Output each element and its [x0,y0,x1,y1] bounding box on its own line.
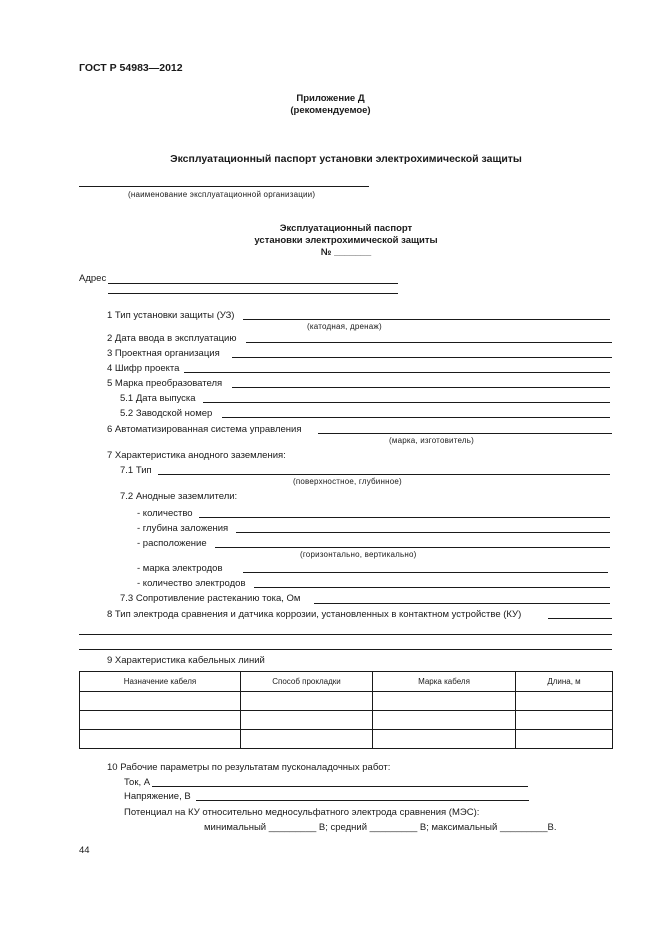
table-cell [516,692,613,711]
item-7-1-caption: (поверхностное, глубинное) [293,477,402,486]
item-7-2-a-label: - количество [137,508,193,519]
voltage-line [196,800,529,801]
item-7-2-d-line [243,572,608,573]
page-number: 44 [79,845,90,856]
item-1-line [243,319,610,320]
item-7-label: 7 Характеристика анодного заземления: [107,450,286,461]
item-7-2-e-line [254,587,610,588]
table-cell [80,692,241,711]
item-2-line [246,342,612,343]
item-7-1-line [158,474,610,475]
table-row [80,730,613,749]
item-5-label: 5 Марка преобразователя [107,378,223,389]
item-7-3-line [314,603,610,604]
item-5-2-line [222,417,610,418]
current-line [152,786,528,787]
passport-number: № _______ [320,247,372,258]
passport-title-2: установки электрохимической защиты [254,235,438,246]
item-4-label: 4 Шифр проекта [107,363,180,374]
item-7-2-e-label: - количество электродов [137,578,246,589]
item-5-1-line [203,402,610,403]
item-6-label: 6 Автоматизированная система управления [107,424,302,435]
potential-values: минимальный _________ В; средний _________ В; максимальный _________В. [204,822,557,833]
item-5-line [232,387,610,388]
item-7-2-d-label: - марка электродов [137,563,223,574]
potential-label: Потенциал на КУ относительно медносульфатного электрода сравнения (МЭС): [124,807,480,818]
cable-header-length: Длина, м [516,672,613,692]
address-line-2 [108,293,398,294]
appendix-title: Приложение Д [296,93,365,104]
table-row [80,711,613,730]
item-7-2-c-caption: (горизонтально, вертикально) [300,550,417,559]
item-7-2-c-label: - расположение [137,538,207,549]
address-line-1 [108,283,398,284]
table-row [80,692,613,711]
item-1-caption: (катодная, дренаж) [307,322,382,331]
item-7-3-label: 7.3 Сопротивление растеканию тока, Ом [120,593,301,604]
table-cell [373,711,516,730]
item-7-2-label: 7.2 Анодные заземлители: [120,491,238,502]
cable-header-brand: Марка кабеля [373,672,516,692]
item-7-2-b-line [236,532,610,533]
table-cell [80,730,241,749]
item-8-line-3 [79,649,612,650]
item-8-line-2 [79,634,612,635]
voltage-label: Напряжение, В [124,791,191,802]
item-8-line [548,618,612,619]
table-cell [373,730,516,749]
item-2-label: 2 Дата ввода в эксплуатацию [107,333,237,344]
table-cell [516,711,613,730]
organization-caption: (наименование эксплуатационной организации) [128,190,316,199]
cable-table [79,671,613,749]
table-cell [241,692,373,711]
item-8-label: 8 Тип электрода сравнения и датчика коррозии, установленных в контактном устройстве (КУ) [107,609,522,620]
item-5-1-label: 5.1 Дата выпуска [120,393,196,404]
item-4-line [184,372,610,373]
table-cell [241,730,373,749]
item-10-label: 10 Рабочие параметры по результатам пусконаладочных работ: [107,762,391,773]
passport-title-1: Эксплуатационный паспорт [279,223,413,234]
address-label: Адрес [79,273,107,284]
table-cell [373,692,516,711]
cable-header-purpose: Назначение кабеля [80,672,241,692]
table-cell [241,711,373,730]
item-6-line [318,433,612,434]
table-cell [516,730,613,749]
cable-header-method: Способ прокладки [241,672,373,692]
appendix-note: (рекомендуемое) [290,105,371,116]
item-7-2-c-line [215,547,610,548]
item-9-label: 9 Характеристика кабельных линий [107,655,265,666]
item-6-caption: (марка, изготовитель) [389,436,474,445]
item-5-2-label: 5.2 Заводской номер [120,408,213,419]
cable-table-header-row [80,672,613,692]
standard-header: ГОСТ Р 54983—2012 [79,62,183,74]
item-7-1-label: 7.1 Тип [120,465,152,476]
item-1-label: 1 Тип установки защиты (УЗ) [107,310,235,321]
item-7-2-b-label: - глубина заложения [137,523,229,534]
document-title: Эксплуатационный паспорт установки электрохимической защиты [170,153,522,165]
organization-name-line [79,186,369,187]
current-label: Ток, А [124,777,151,788]
item-3-line [232,357,612,358]
table-cell [80,711,241,730]
item-3-label: 3 Проектная организация [107,348,220,359]
item-7-2-a-line [199,517,610,518]
